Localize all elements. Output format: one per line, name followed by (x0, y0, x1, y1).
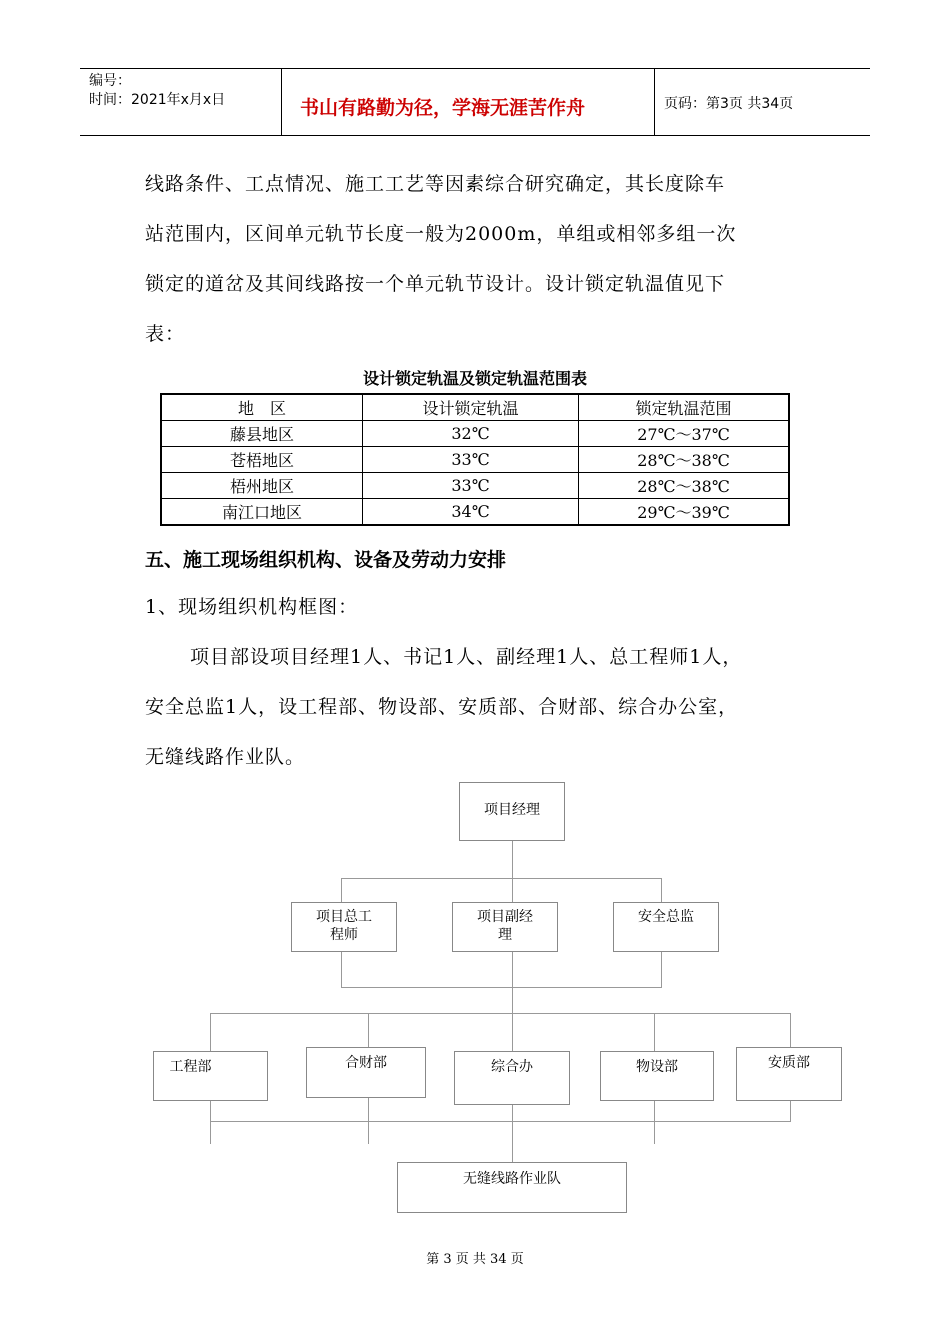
connector-top (512, 840, 513, 902)
body-line-1: 线路条件、工点情况、施工工艺等因素综合研究确定，其长度除车 (145, 173, 726, 195)
header-divider-right (654, 68, 655, 136)
header-motto: 书山有路勤为径，学海无涯苦作舟 (300, 97, 586, 119)
table-cell: 苍梧地区 (161, 447, 363, 473)
table-cell: 南江口地区 (161, 499, 363, 526)
table-cell: 28℃～38℃ (579, 473, 790, 499)
table-cell: 32℃ (363, 421, 579, 447)
table-cell: 29℃～39℃ (579, 499, 790, 526)
connector-level2-bottom (341, 987, 662, 988)
section-subheading: 1、现场组织机构框图： (145, 596, 359, 618)
connector (654, 1013, 655, 1051)
table-cell: 28℃～38℃ (579, 447, 790, 473)
table-row (161, 499, 789, 526)
connector (512, 1013, 513, 1051)
header-number-label: 编号： (89, 73, 131, 89)
table-cell: 梧州地区 (161, 473, 363, 499)
table-row (161, 421, 789, 447)
header-bottom-rule (80, 135, 870, 136)
section-line-3: 无缝线路作业队。 (145, 746, 306, 768)
connector (341, 878, 342, 902)
lock-temperature-table (160, 393, 790, 526)
connector (790, 1100, 791, 1122)
table-header-cell: 锁定轨温范围 (579, 394, 790, 421)
org-box-finance-dept: 合财部 (306, 1047, 426, 1098)
page-footer: 第 3 页 共 34 页 (426, 1252, 524, 1267)
table-header-cell: 设计锁定轨温 (363, 394, 579, 421)
body-line-4: 表： (145, 323, 186, 345)
body-line-3: 锁定的道岔及其间线路按一个单元轨节设计。设计锁定轨温值见下 (145, 273, 726, 295)
table-header-cell: 地 区 (161, 394, 363, 421)
org-box-cwr-team: 无缝线路作业队 (397, 1162, 627, 1213)
connector (341, 951, 342, 987)
connector (661, 951, 662, 987)
table-row (161, 447, 789, 473)
org-box-project-manager: 项目经理 (459, 782, 565, 841)
org-box-general-office: 综合办 (454, 1051, 570, 1105)
connector-level3-bus (210, 1013, 790, 1014)
connector (368, 1013, 369, 1047)
header-page-info: 页码：第3页 共34页 (664, 96, 794, 112)
connector (790, 1013, 791, 1047)
table-cell: 34℃ (363, 499, 579, 526)
connector-bottom (512, 1104, 513, 1162)
table-cell: 33℃ (363, 447, 579, 473)
connector-level3-bottom (210, 1121, 791, 1122)
header-divider-left (281, 68, 282, 136)
table-caption: 设计锁定轨温及锁定轨温范围表 (362, 369, 587, 388)
org-box-quality-safety-dept: 安质部 (736, 1047, 842, 1101)
org-box-deputy-manager: 项目副经 理 (452, 902, 558, 952)
connector-mid (512, 951, 513, 1013)
body-line-2: 站范围内，区间单元轨节长度一般为2000m，单组或相邻多组一次 (145, 223, 737, 245)
table-header-row (161, 394, 789, 421)
section-line-1: 项目部设项目经理1人、书记1人、副经理1人、总工程师1人， (190, 646, 743, 668)
org-box-materials-dept: 物设部 (600, 1051, 714, 1101)
org-box-engineering-dept: 工程部 (153, 1051, 268, 1101)
org-box-safety-director: 安全总监 (613, 902, 719, 952)
table-cell: 藤县地区 (161, 421, 363, 447)
section-heading: 五、施工现场组织机构、设备及劳动力安排 (145, 549, 507, 571)
header-time-label: 时间：2021年x月x日 (89, 92, 226, 108)
table-cell: 33℃ (363, 473, 579, 499)
connector (661, 878, 662, 902)
section-line-2: 安全总监1人，设工程部、物设部、安质部、合财部、综合办公室， (145, 696, 739, 718)
connector (654, 1100, 655, 1144)
org-box-chief-engineer: 项目总工 程师 (291, 902, 397, 952)
connector (210, 1013, 211, 1051)
table-cell: 27℃～37℃ (579, 421, 790, 447)
connector-level2-bus (341, 878, 661, 879)
table-row (161, 473, 789, 499)
header-top-rule (80, 68, 870, 69)
connector (210, 1100, 211, 1144)
